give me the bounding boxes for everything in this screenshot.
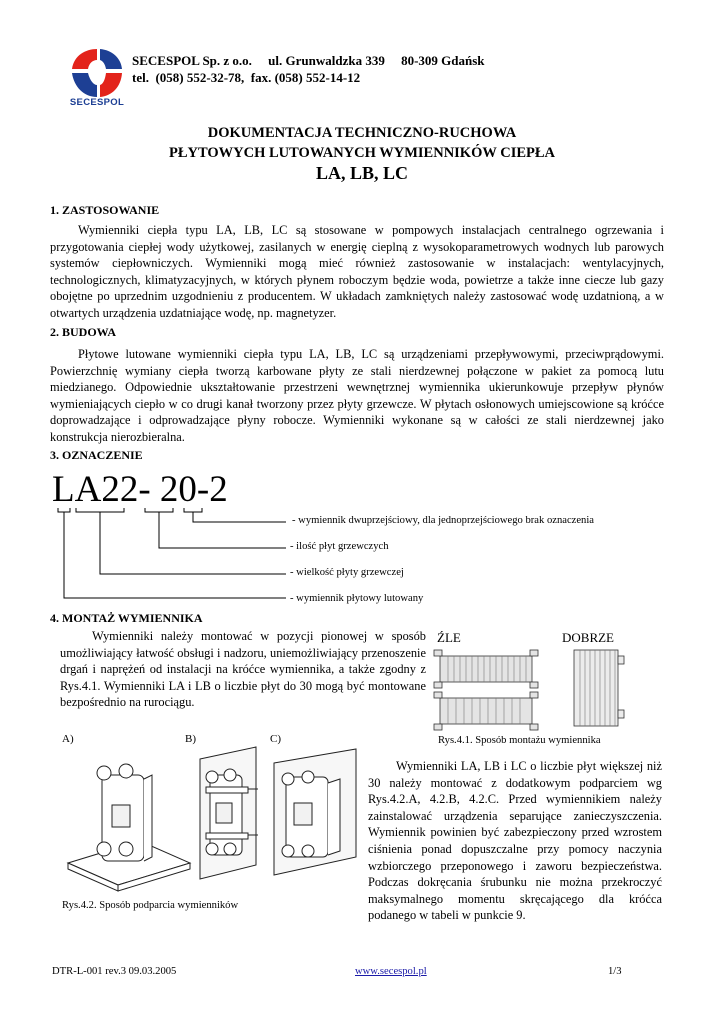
fig41-bad-unit-top — [434, 650, 538, 688]
fig42-caption: Rys.4.2. Sposób podparcia wymienników — [62, 900, 239, 911]
fig41-good-unit — [574, 650, 624, 726]
legend-item-type: - wymiennik płytowy lutowany — [290, 593, 424, 604]
fig42-variant-c — [274, 749, 356, 875]
section-body-zastosowanie: Wymienniki ciepła typu LA, LB, LC są stosowane w pompowych instalacjach centralnego ogrzewania i przygotowania ciepłej wody użytkowej, zasilanych w energię cieplną z wysokoparametrowych wodnych lub parowych systemów ciepłowniczych. Wymienniki mogą mieć również zastosowanie w instalacjach: wentylacyjnych, technologicznych, klimatyzacyjnych, w których płynem roboczym będzie woda, powietrze a także inne ciecze lub gazy obojętne po uprzednim uzgodnieniu z producentem. W układach zamkniętych należy zastosować wodę uzdatnioną, a w otwartych urządzenia uzdatniające wodę, np. magnetyzer. — [50, 223, 664, 320]
fig42-label-b: B) — [185, 733, 196, 745]
section-body-montaz-1: Wymienniki należy montować w pozycji pionowej w sposób umożliwiający łatwość obsługi i nadzoru, uniemożliwiający przenoszenie drgań i naprężeń od instalacji na króćce wymiennika, a także zgodny z Rys.4.1. Wymienniki LA i LB o liczbie płyt do 30 mogą być montowane bezpośrednio na rurociągu. — [60, 629, 426, 710]
fig41-bad-unit-bottom — [434, 692, 538, 730]
footer-website-link[interactable]: www.secespol.pl — [355, 966, 427, 977]
fig41-label-bad: ŹLE — [437, 630, 461, 645]
fig42-label-c: C) — [270, 733, 281, 745]
section-body-montaz-2: Wymienniki LA, LB i LC o liczbie płyt większej niż 30 należy montować z dodatkowym podparciem wg Rys.4.2.A, 4.2.B, 4.2.C. Przed wymiennikiem należy zainstalować urządzenia separujące zanieczyszczenia. Wymiennik powinien być zabezpieczony przed wzrostem ciśnienia ponad dopuszczalne przy pomocy naczynia wzbiorczego przeponowego i zaworu bezpieczeństwa. Podczas dokręcania śrubunku nie można przekroczyć maksymalnego momentu skręcającego dla króćca podanego w tabeli w punkcie 9. — [368, 759, 662, 923]
footer-doc-ref: DTR-L-001 rev.3 09.03.2005 — [52, 966, 177, 977]
company-contact-line: tel. (058) 552-32-78, fax. (058) 552-14-12 — [132, 70, 361, 85]
section-heading-montaz: 4. MONTAŻ WYMIENNIKA — [50, 611, 203, 625]
fig42-label-a: A) — [62, 733, 74, 745]
doc-title-line2: PŁYTOWYCH LUTOWANYCH WYMIENNIKÓW CIEPŁA — [168, 145, 556, 161]
doc-title-line1: DOKUMENTACJA TECHNICZNO-RUCHOWA — [207, 125, 517, 141]
legend-item-plate-count: - ilość płyt grzewczych — [290, 541, 389, 552]
logo-text: SECESPOL — [69, 97, 125, 108]
company-address-line: SECESPOL Sp. z o.o. ul. Grunwaldzka 339 80-309 Gdańsk — [132, 53, 485, 68]
legend-item-passes: - wymiennik dwuprzejściowy, dla jednoprzejściowego brak oznaczenia — [292, 515, 595, 526]
section-heading-budowa: 2. BUDOWA — [50, 325, 117, 339]
fig41-label-good: DOBRZE — [562, 630, 614, 645]
fig42-variant-b — [200, 747, 258, 879]
fig42-variant-a — [68, 764, 190, 891]
section-heading-oznaczenie: 3. OZNACZENIE — [50, 448, 143, 462]
footer-page-number: 1/3 — [608, 966, 622, 977]
fig41-caption: Rys.4.1. Sposób montażu wymiennika — [438, 735, 601, 746]
section-heading-zastosowanie: 1. ZASTOSOWANIE — [50, 203, 160, 217]
fig42-support-diagram — [60, 745, 370, 895]
doc-title-line3: LA, LB, LC — [315, 163, 409, 183]
fig41-mounting-diagram — [432, 648, 632, 732]
legend-item-plate-size: - wielkość płyty grzewczej — [290, 567, 404, 578]
section-body-budowa: Płytowe lutowane wymienniki ciepła typu LA, LB, LC są urządzeniami przepływowymi, przeciwprądowymi. Powierzchnię wymiany ciepła tworzą karbowane płyty ze stali nierdzewnej połączone w pakiet za pomocą lutu miedzianego. Odpowiednie ukształtowanie przestrzeni wewnętrznej wymiennika ukierunkowuje przepływ płynów wymieniających ciepło w co drugi kanał tworzony przez płyty grzewcze. W płytach osłonowych umiejscowione są króćce doprowadzające i odprowadzające płyny robocze. Wymienniki wykonane są w całości ze stali nierdzewnej jako konstrukcja nierozbieralna. — [50, 347, 664, 444]
designation-code: LA22- 20-2 — [52, 469, 228, 510]
